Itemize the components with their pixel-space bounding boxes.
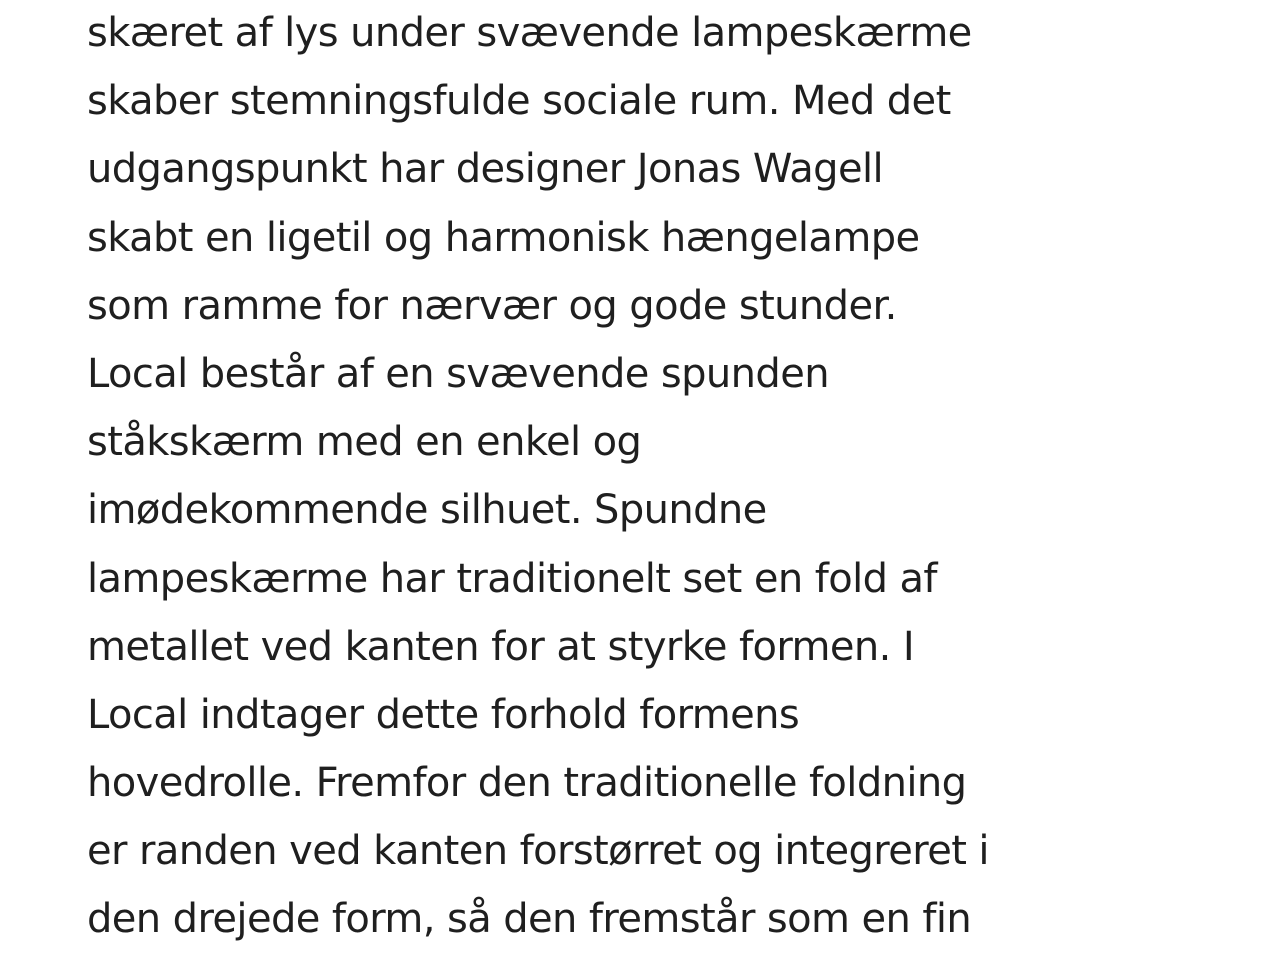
text-line: hovedrolle. Fremfor den traditionelle foldning bbox=[87, 760, 967, 807]
text-line: metallet ved kanten for at styrke formen. I bbox=[87, 623, 915, 670]
text-line: skaber stemningsfulde sociale rum. Med det bbox=[87, 78, 951, 125]
text-line: Local består af en svævende spunden bbox=[87, 350, 829, 397]
text-line: lampeskærme har traditionelt set en fold af bbox=[87, 555, 937, 602]
text-line: som ramme for nærvær og gode stunder. bbox=[87, 282, 897, 329]
text-line: ståkskærm med en enkel og bbox=[87, 419, 642, 466]
text-line: skæret af lys under svævende lampeskærme bbox=[87, 10, 972, 56]
article-body bbox=[87, 0, 1207, 954]
text-line: er randen ved kanten forstørret og integreret i bbox=[87, 828, 989, 875]
text-line: udgangspunkt har designer Jonas Wagell bbox=[87, 146, 883, 193]
text-line: imødekommende silhuet. Spundne bbox=[87, 487, 767, 534]
text-line: Local indtager dette forhold formens bbox=[87, 691, 800, 738]
text-line: den drejede form, så den fremstår som en fin bbox=[87, 896, 972, 943]
text-line: skabt en ligetil og harmonisk hængelampe bbox=[87, 214, 920, 261]
